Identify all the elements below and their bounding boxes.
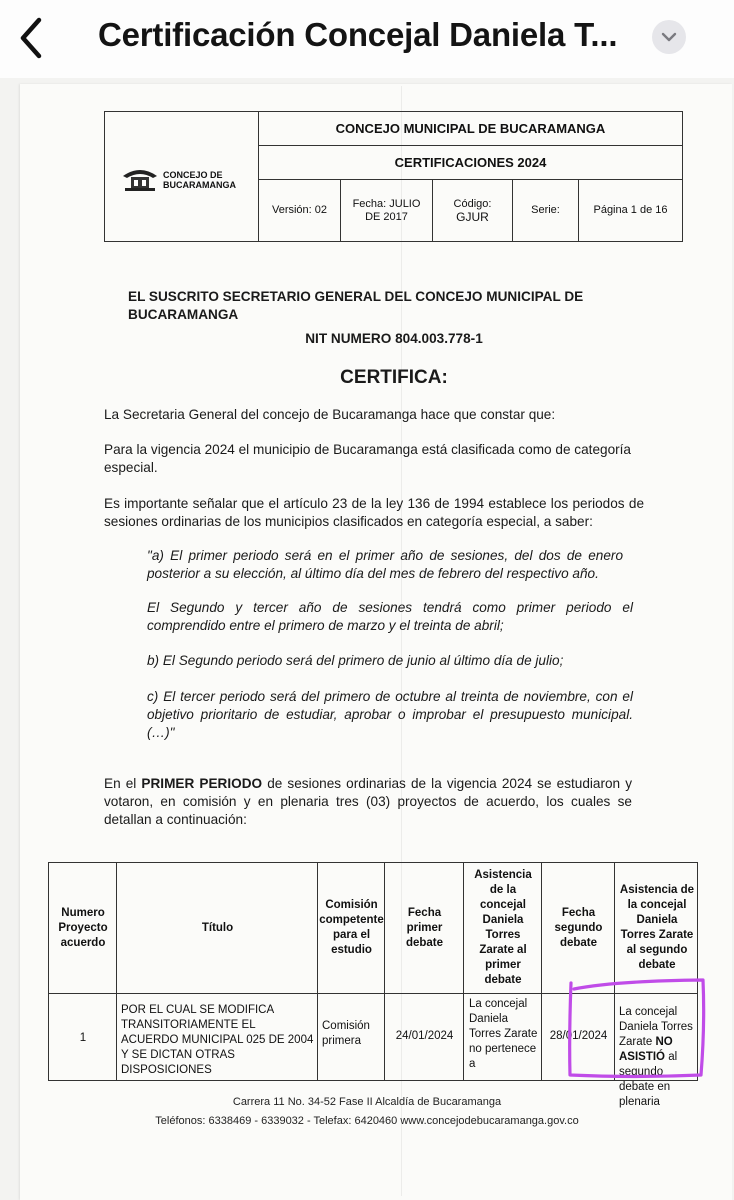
header-comision: Comisión competente para el estudio xyxy=(319,899,384,956)
quote-b: b) El Segundo periodo será del primero de junio al último día de julio; xyxy=(147,653,564,668)
version-cell: Versión: 02 xyxy=(259,180,341,241)
footer-address: Carrera 11 No. 34-52 Fase II Alcaldía de Bucaramanga xyxy=(232,1096,502,1108)
document-header-table xyxy=(104,111,683,242)
cell-fecha-primer: 24/01/2024 xyxy=(395,1030,454,1042)
header-numero: Numero Proyecto acuerdo xyxy=(58,906,108,949)
back-button[interactable] xyxy=(14,14,48,62)
paragraph-law: Es importante señalar que el artículo 23 de la ley 136 de 1994 establece los periodos de sesiones ordinarias de los municipios clasificados en categoría especial, a saber: xyxy=(104,496,644,529)
logo-text: CONCEJO DE BUCARAMANGA xyxy=(163,170,236,190)
cell-fecha-segundo: 28/01/2024 xyxy=(549,1030,608,1042)
paragraph-category: Para la vigencia 2024 el municipio de Bucaramanga está clasificada como de categoría especial. xyxy=(104,442,631,475)
cell-comision: Comisión primera xyxy=(322,1020,370,1047)
issuer-heading: EL SUSCRITO SECRETARIO GENERAL DEL CONCEJO MUNICIPAL DE BUCARAMANGA xyxy=(128,289,584,322)
certifica-heading: CERTIFICA: xyxy=(340,367,448,388)
header-fecha-primer: Fecha primer debate xyxy=(405,906,444,949)
org-name: CONCEJO MUNICIPAL DE BUCARAMANGA xyxy=(259,112,682,146)
top-bar xyxy=(0,0,734,78)
doc-type: CERTIFICACIONES 2024 xyxy=(259,146,682,180)
document-title: Certificación Concejal Daniela T... xyxy=(98,16,618,53)
options-button[interactable] xyxy=(652,20,686,54)
paragraph-first-period: En el PRIMER PERIODO de sesiones ordinarias de la vigencia 2024 se estudiaron y votaron, en comisión y en plenaria tres (03) proyectos de acuerdo, los cuales se detallan a continuación: xyxy=(104,776,633,827)
chevron-down-icon xyxy=(661,32,677,42)
logo-cell xyxy=(105,112,259,241)
paragraph-intro: La Secretaria General del concejo de Bucaramanga hace que constar que: xyxy=(104,407,556,422)
coat-of-arms-logo xyxy=(121,164,159,192)
highlight-annotation xyxy=(564,975,710,1079)
header-titulo: Título xyxy=(201,921,234,934)
date-cell: Fecha: JULIO DE 2017 xyxy=(341,180,433,241)
quote-c: c) El tercer periodo será del primero de octubre al treinta de noviembre, con el objetivo prioritario de estudiar, aprobar o improbar el presupuesto municipal. (…)" xyxy=(147,689,633,740)
series-cell: Serie: xyxy=(513,180,579,241)
chevron-left-icon xyxy=(18,17,44,59)
header-asistencia-primer: Asistencia de la concejal Daniela Torres Zarate al primer debate xyxy=(474,869,532,986)
footer-phones: Teléfonos: 6338469 - 6339032 - Telefax: 6420460 www.concejodebucaramanga.gov.co xyxy=(155,1115,579,1127)
quote-a: "a) El primer periodo será en el primer año de sesiones, del dos de enero posterior a su elección, al último día del mes de febrero del respectivo año. xyxy=(147,548,623,581)
quote-second-third: El Segundo y tercer año de sesiones tendrá como primer periodo el comprendido entre el primero de marzo y el treinta de abril; xyxy=(147,600,633,633)
cell-asistencia-segundo: La concejal Daniela Torres Zarate NO ASISTIÓ al segundo debate en plenaria xyxy=(619,1006,693,1108)
code-cell: Código: GJUR xyxy=(433,180,513,241)
cell-titulo: POR EL CUAL SE MODIFICA TRANSITORIAMENTE EL ACUERDO MUNICIPAL 025 DE 2004 Y SE DICTAN OTRAS DISPOSICIONES xyxy=(121,1004,314,1076)
header-asistencia-segundo: Asistencia de la concejal Daniela Torres Zarate al segundo debate xyxy=(619,884,695,971)
cell-asistencia-primer: La concejal Daniela Torres Zarate no pertenece a xyxy=(469,998,538,1070)
cell-numero: 1 xyxy=(79,1032,87,1044)
header-fecha-segundo: Fecha segundo debate xyxy=(554,906,603,949)
page-number-cell: Página 1 de 16 xyxy=(593,204,668,216)
nit-heading: NIT NUMERO 804.003.778-1 xyxy=(305,331,483,346)
